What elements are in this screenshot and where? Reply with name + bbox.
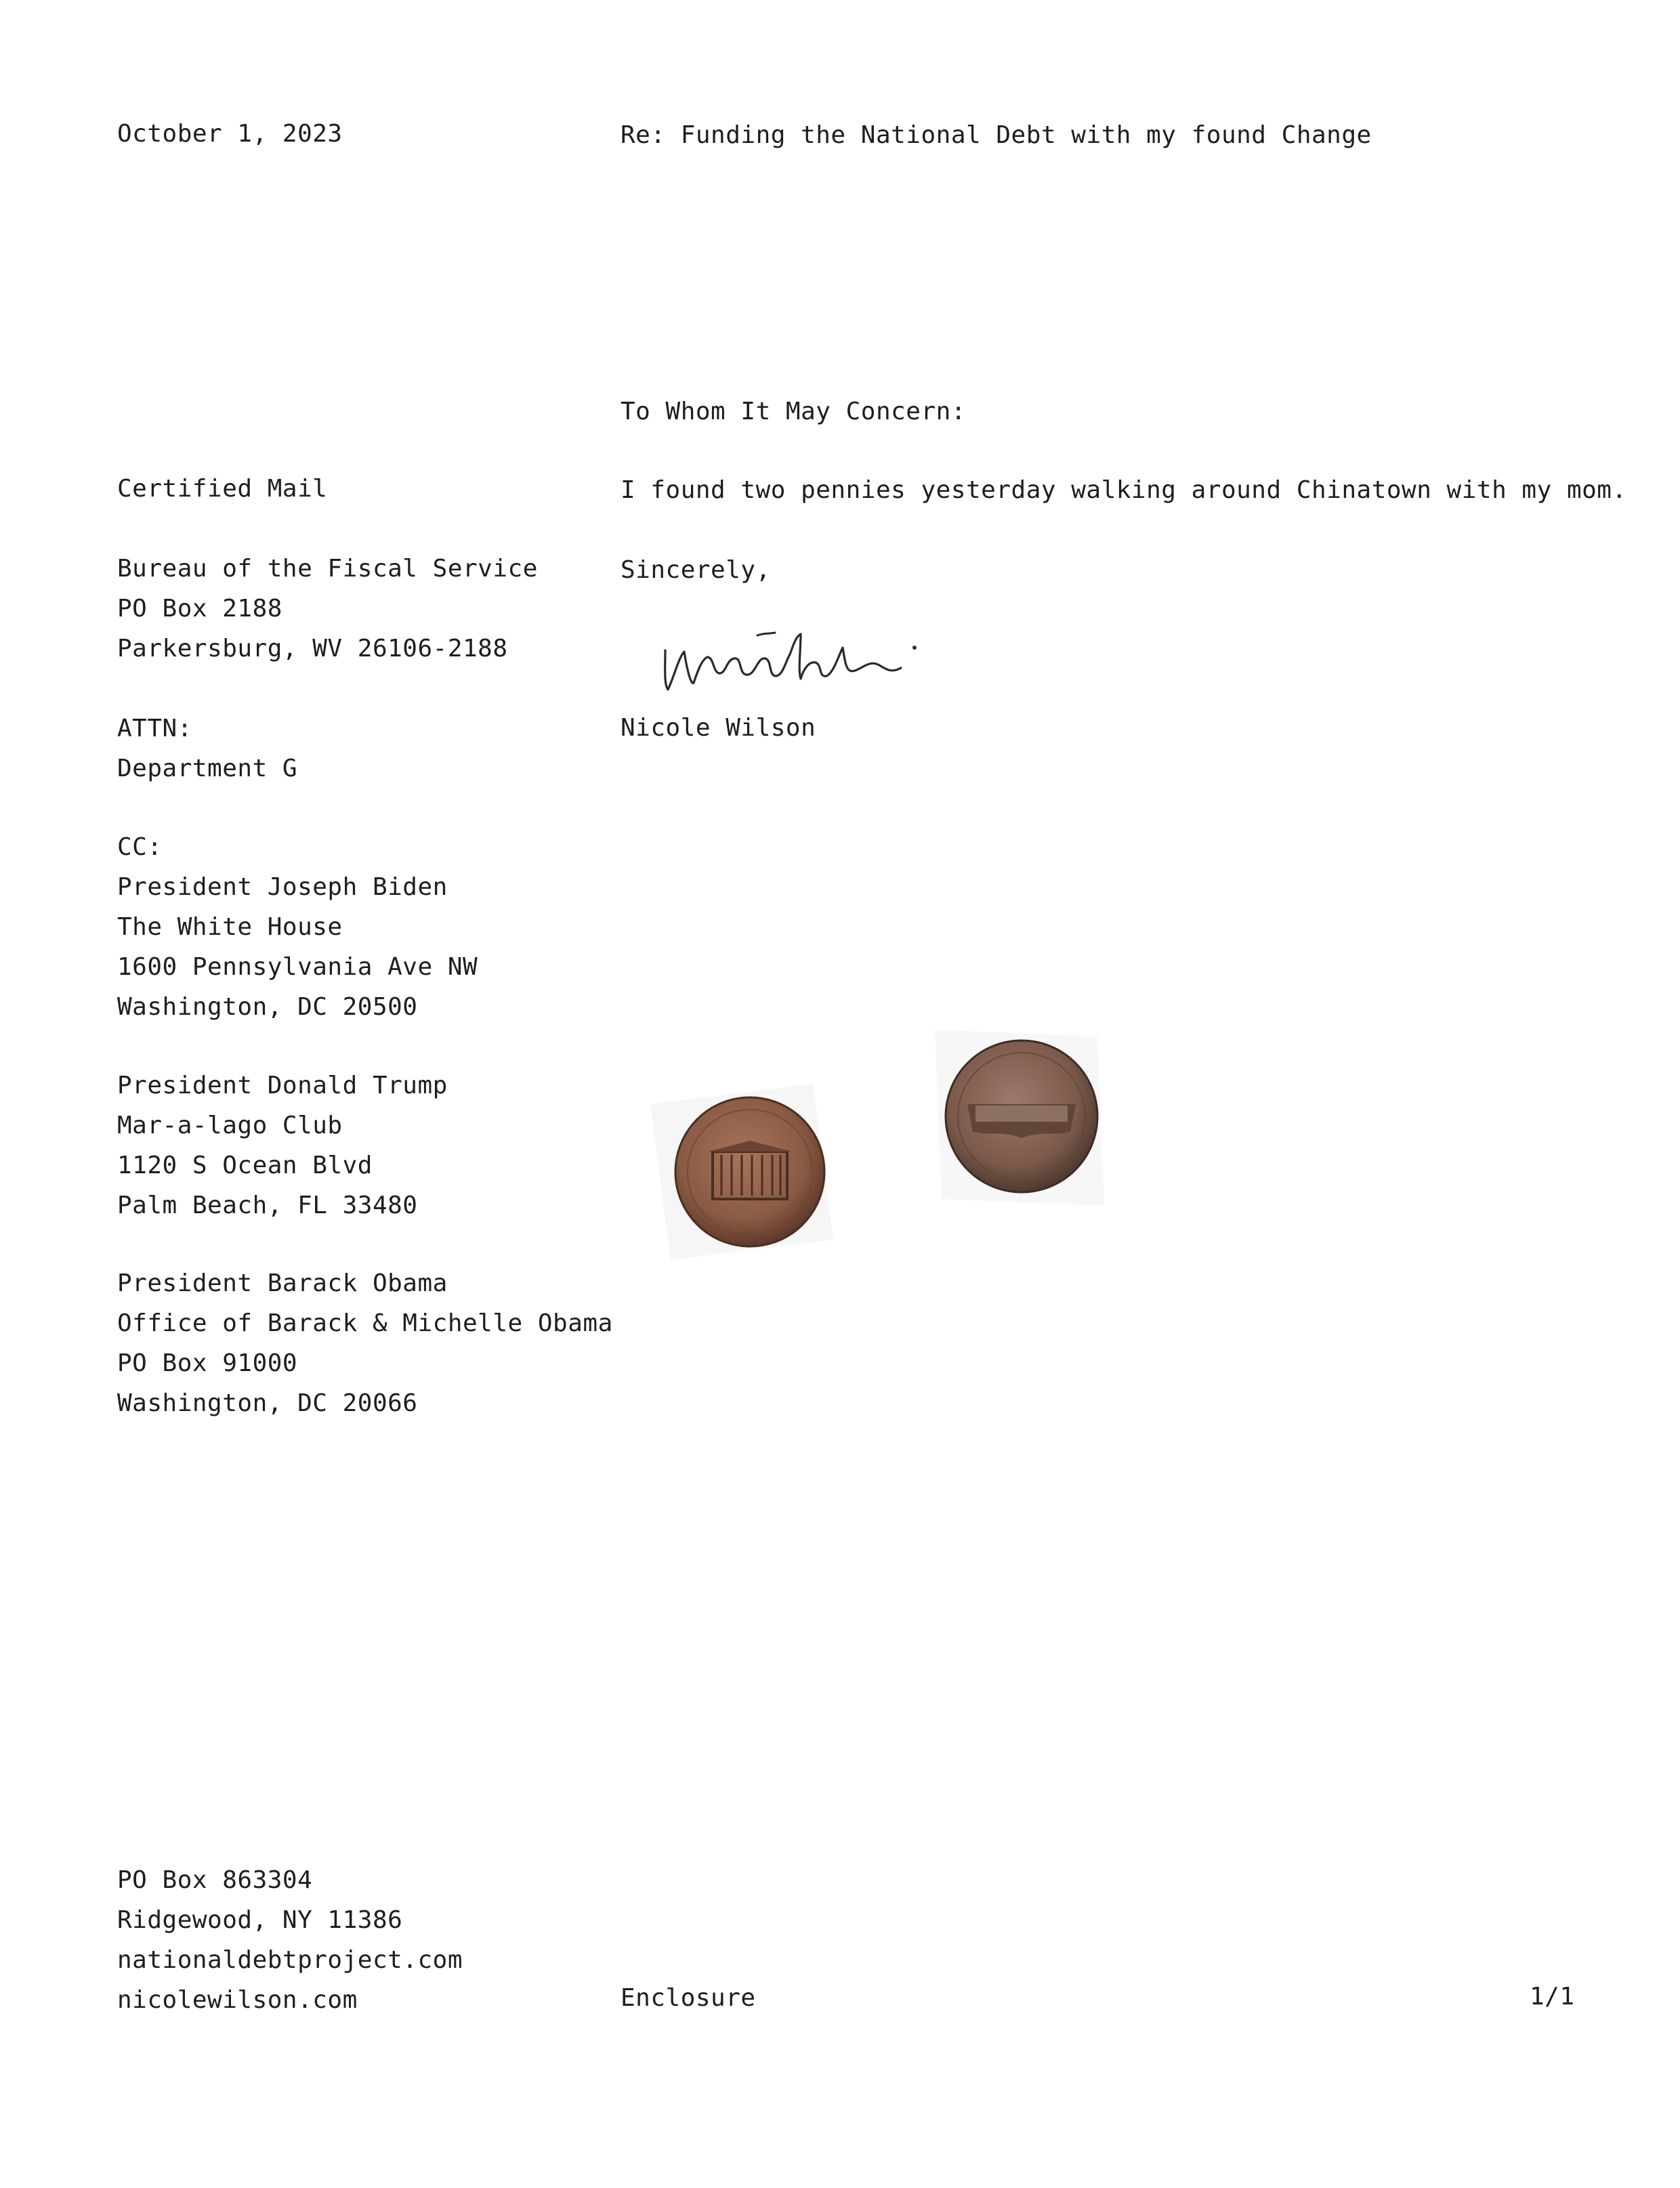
delivery-method: Certified Mail xyxy=(117,475,328,503)
sender-website: nationaldebtproject.com xyxy=(117,1946,463,1974)
cc-address-line: President Joseph Biden xyxy=(117,873,448,901)
cc-address-trump xyxy=(117,1066,448,1225)
cc-address-line: Palm Beach, FL 33480 xyxy=(117,1192,418,1219)
letter-subject: Re: Funding the National Debt with my found Change xyxy=(621,121,1372,149)
address-line: Bureau of the Fiscal Service xyxy=(117,555,538,583)
cc-address-line: President Donald Trump xyxy=(117,1072,448,1099)
letter-date: October 1, 2023 xyxy=(117,120,343,148)
closing: Sincerely, xyxy=(621,556,771,584)
signature-icon xyxy=(656,603,974,704)
enclosure-label: Enclosure xyxy=(621,1984,756,2012)
cc-address-line: Office of Barack & Michelle Obama xyxy=(117,1309,613,1337)
cc-address-obama xyxy=(117,1263,613,1423)
attn-block xyxy=(117,709,297,788)
sender-line: Ridgewood, NY 11386 xyxy=(117,1906,403,1934)
page-number: 1/1 xyxy=(1530,1983,1575,2011)
sender-website: nicolewilson.com xyxy=(117,1986,358,2014)
cc-address-line: President Barack Obama xyxy=(117,1269,448,1297)
attn-label: ATTN: xyxy=(117,715,192,742)
penny-left xyxy=(675,1097,824,1246)
cc-block xyxy=(117,827,478,1027)
cc-address-line: The White House xyxy=(117,913,343,941)
cc-address-line: PO Box 91000 xyxy=(117,1349,298,1377)
cc-address-line: 1600 Pennsylvania Ave NW xyxy=(117,953,478,981)
two-pennies-icon xyxy=(637,1016,1138,1301)
letter-body: I found two pennies yesterday walking around Chinatown with my mom. xyxy=(621,476,1627,504)
penny-right xyxy=(946,1040,1097,1192)
cc-label: CC: xyxy=(117,833,163,861)
address-line: PO Box 2188 xyxy=(117,595,282,623)
address-line: Parkersburg, WV 26106-2188 xyxy=(117,635,508,662)
cc-address-line: Mar-a-lago Club xyxy=(117,1112,343,1139)
cc-address-line: Washington, DC 20500 xyxy=(117,993,418,1021)
salutation: To Whom It May Concern: xyxy=(621,398,966,425)
attn-value: Department G xyxy=(117,755,298,782)
cc-address-line: Washington, DC 20066 xyxy=(117,1389,418,1417)
sender-line: PO Box 863304 xyxy=(117,1866,313,1894)
sender-address xyxy=(117,1860,463,2020)
signature-name: Nicole Wilson xyxy=(621,714,816,742)
recipient-address xyxy=(117,549,538,669)
cc-address-line: 1120 S Ocean Blvd xyxy=(117,1152,373,1179)
